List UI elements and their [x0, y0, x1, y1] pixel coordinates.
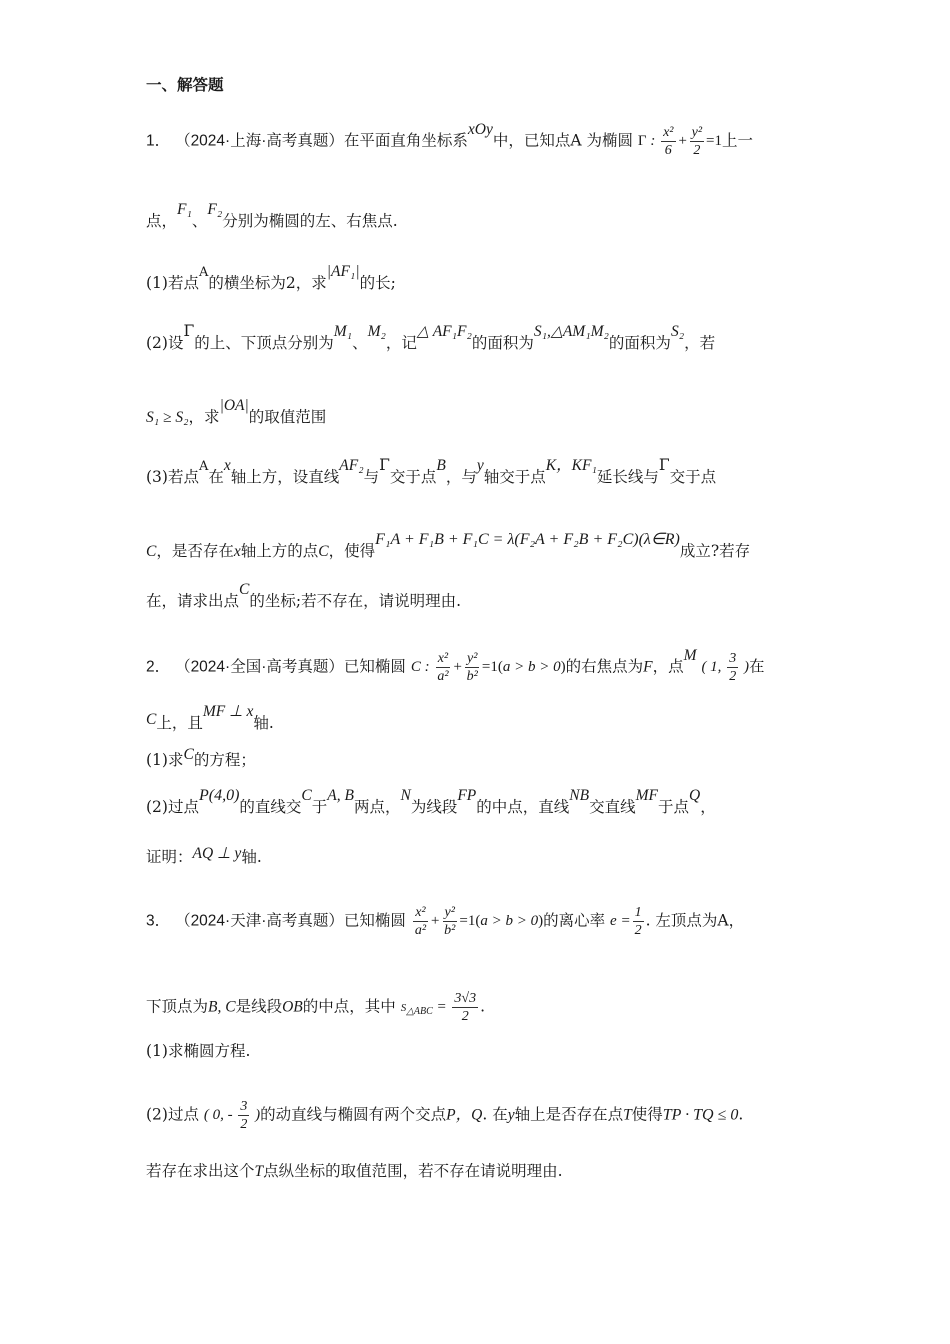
math-OA-abs: |OA|	[219, 397, 249, 414]
q3-part-2: (2)过点 ( 0, - $\frac{3}{2}$ )的动直线与椭圆有两个交点P，Q. 在y轴上是否存在点T使得TP · TQ ≤ 0.	[146, 1099, 744, 1132]
math-P: P(4,0)	[198, 787, 240, 804]
math-F1: F₁	[177, 201, 192, 218]
math-ellipse-C: C : $\frac{\text{x²}}{\text{a²}}$ + $\frac{\text{y²}}{\text{b²}}$ =1(a > b > 0)	[410, 651, 566, 684]
q3-source: （2024·天津·高考真题）	[175, 912, 344, 930]
math-S1-triangle: S₁,△AM₁M₂	[533, 323, 609, 340]
math-M-coordinates: ( 1, $\frac{3}{2}$ )	[701, 651, 749, 684]
q1-part-3-line-2: C，是否存在x轴上方的点C，使得F₁A + F₁B + F₁C = λ(F₂A + F₂B + F₂C)(λ∈R)成立?若存	[146, 531, 751, 560]
math-area-ABC: $S_{\triangle ABC}$ = $\frac{3√3}{2}$	[400, 991, 477, 1024]
math-ellipse-q3: $\frac{\text{x²}}{\text{a²}}$ + $\frac{\text{y²}}{\text{b²}}$ =1(a > b > 0)	[414, 905, 544, 938]
q2-source: （2024·全国·高考真题）	[175, 658, 344, 676]
math-eccentricity: e = $\frac{1}{2}$	[610, 905, 642, 938]
q1-part-1: (1)若点$^A$的横坐标为2，求|AF₁|的长;	[146, 263, 396, 292]
math-AQ-perp-y: AQ ⊥ y	[192, 845, 242, 862]
math-S1-ge-S2: S₁ ≥ S₂	[146, 409, 189, 426]
math-point-0-neg3half: ( 0, - $\frac{3}{2}$ )	[203, 1099, 261, 1132]
q1-part-3-line-3: 在，请求出点C的坐标;若不存在，请说明理由.	[146, 581, 462, 610]
math-triangle-AF1F2: △ AF₁F₂	[416, 323, 472, 340]
q3-line-1: 3． （2024·天津·高考真题）已知椭圆 $\frac{\text{x²}}{\text{a²}}$ + $\frac{\text{y²}}{\text{b²}}$ =1(a > b > 0)的离心率 e = $\frac{1}{2}$ . 左顶点为A，	[146, 905, 745, 938]
math-F2: F₂	[207, 201, 223, 218]
math-MF-perp-x: MF ⊥ x	[202, 703, 254, 720]
q3-number: 3．	[146, 912, 171, 930]
q3-part-1: (1)求椭圆方程.	[146, 1042, 251, 1060]
q3-line-2: 下顶点为B, C是线段OB的中点，其中 $S_{\triangle ABC}$ = $\frac{3√3}{2}$ .	[146, 991, 486, 1024]
q1-line-2: 点，F₁、F₂分别为椭圆的左、右焦点.	[146, 201, 398, 230]
section-title: 一、解答题	[146, 77, 224, 94]
q2-proof: 证明：AQ ⊥ y轴.	[146, 845, 262, 866]
math-AF1-abs: |AF₁|	[326, 263, 360, 280]
q3-part-2-line-2: 若存在求出这个T点纵坐标的取值范围，若不存在请说明理由.	[146, 1162, 563, 1180]
q2-part-1: (1)求C的方程；	[146, 746, 256, 769]
q2-line-2: C上，且MF ⊥ x轴.	[146, 703, 274, 732]
q1-number: 1．	[146, 132, 171, 150]
math-xOy: xOy	[467, 120, 493, 138]
q1-part-3-line-1: (3)若点$^A$在x轴上方，设直线AF₂与Γ交于点B，与y轴交于点K，KF₁延长线与Γ交于点	[146, 456, 717, 486]
math-dot-product: TP · TQ ≤ 0	[662, 1106, 739, 1124]
q2-number: 2．	[146, 658, 171, 676]
q1-line-1: 1． （2024·上海·高考真题）在平面直角坐标系xOy中，已知点A 为椭圆 Γ : $\frac{\text{x²}}{6}$ + $\frac{\text{y²}}{2}$ =1上一	[146, 120, 754, 158]
q1-source: （2024·上海·高考真题）	[175, 132, 344, 150]
q1-part-2-line-2: S₁ ≥ S₂，求|OA|的取值范围	[146, 397, 327, 426]
q2-line-1: 2． （2024·全国·高考真题）已知椭圆 C : $\frac{\text{x²}}{\text{a²}}$ + $\frac{\text{y²}}{\text{b²}}$ =1(a > b > 0)的右焦点为F，点M ( 1, $\frac{3}{2}$ )在	[146, 646, 765, 684]
math-ellipse-gamma: Γ : $\frac{\text{x²}}{6}$ + $\frac{\text{y²}}{2}$ =1	[637, 125, 723, 158]
q2-part-2: (2)过点P(4,0)的直线交C于A, B两点，N为线段FP的中点，直线NB交直线MF于点Q，	[146, 787, 716, 816]
q1-part-2-line-1: (2)设Γ的上、下顶点分别为M₁、M₂，记△ AF₁F₂的面积为S₁,△AM₁M₂的面积为S₂，若	[146, 322, 716, 352]
math-vector-equation: F₁A + F₁B + F₁C = λ(F₂A + F₂B + F₂C)(λ∈R)	[375, 531, 680, 548]
math-A: A	[198, 265, 209, 280]
